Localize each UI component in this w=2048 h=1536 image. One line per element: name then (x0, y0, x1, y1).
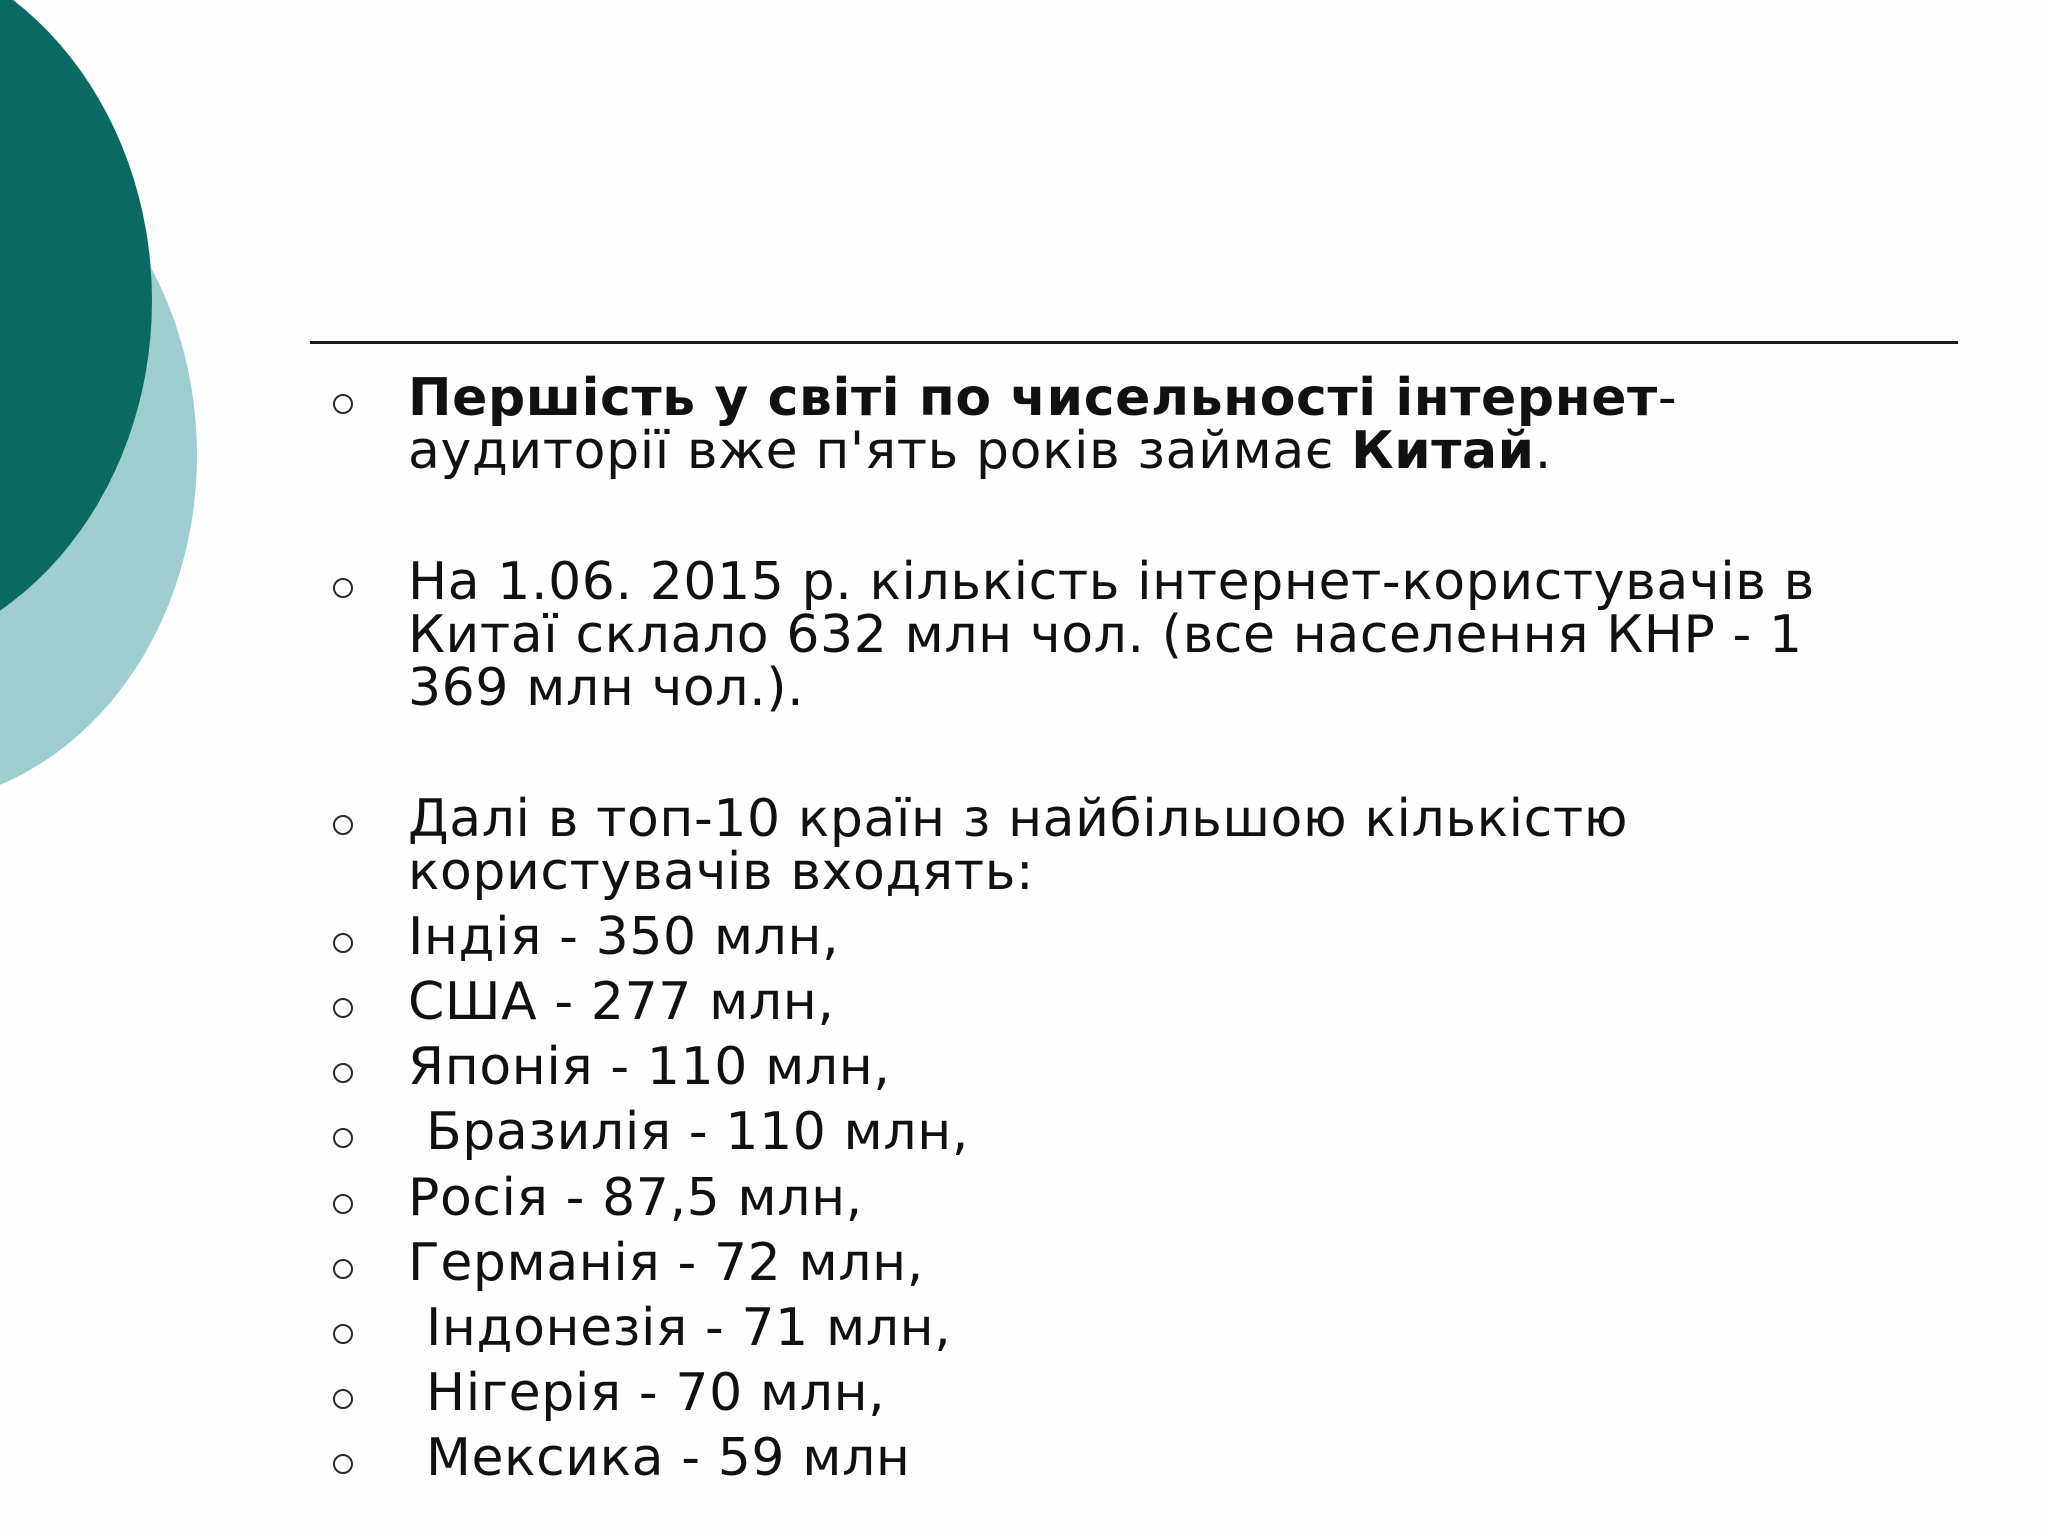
country-text: Германія - 72 млн, (408, 1233, 924, 1293)
country-text: Японія - 110 млн, (408, 1037, 891, 1097)
hollow-circle-bullet-icon (333, 1194, 353, 1214)
country-text: США - 277 млн, (408, 972, 835, 1032)
china-lead-dash: - (1657, 368, 1678, 428)
hollow-circle-bullet-icon (333, 998, 353, 1018)
top10-line1: Далі в топ-10 країн з найбільшою кількістю (408, 789, 1629, 849)
china-users-line1: На 1.06. 2015 р. кількість інтернет-користувачів в (408, 552, 1815, 612)
hollow-circle-bullet-icon (333, 578, 353, 598)
country-text: Індія - 350 млн, (408, 907, 840, 967)
country-text: Росія - 87,5 млн, (408, 1168, 863, 1228)
country-text: Мексика - 59 млн (426, 1428, 911, 1488)
country-text: Бразилія - 110 млн, (426, 1102, 969, 1162)
china-users-line3: 369 млн чол.). (408, 658, 805, 718)
hollow-circle-bullet-icon (333, 1389, 353, 1409)
hollow-circle-bullet-icon (333, 1128, 353, 1148)
list-item-text (408, 552, 1938, 718)
china-lead-period: . (1534, 421, 1552, 481)
top10-line2: користувачів входять: (408, 842, 1035, 902)
country-text: Нігерія - 70 млн, (426, 1363, 886, 1423)
country-text: Індонезія - 71 млн, (426, 1298, 952, 1358)
china-bold: Китай (1351, 421, 1535, 481)
list-item-text (408, 789, 1938, 902)
hollow-circle-bullet-icon (333, 1324, 353, 1344)
list-item-text (408, 368, 1938, 481)
title-divider-line (310, 341, 1958, 344)
hollow-circle-bullet-icon (333, 815, 353, 835)
hollow-circle-bullet-icon (333, 394, 353, 414)
china-users-line2: Китаї склало 632 млн чол. (все населення КНР - 1 (408, 605, 1803, 665)
hollow-circle-bullet-icon (333, 1259, 353, 1279)
hollow-circle-bullet-icon (333, 933, 353, 953)
china-lead-bold-text: Першість у світі по чисельності інтернет (408, 368, 1658, 428)
hollow-circle-bullet-icon (333, 1454, 353, 1474)
hollow-circle-bullet-icon (333, 1063, 353, 1083)
china-lead-line2: аудиторії вже п'ять років займає (408, 421, 1352, 481)
